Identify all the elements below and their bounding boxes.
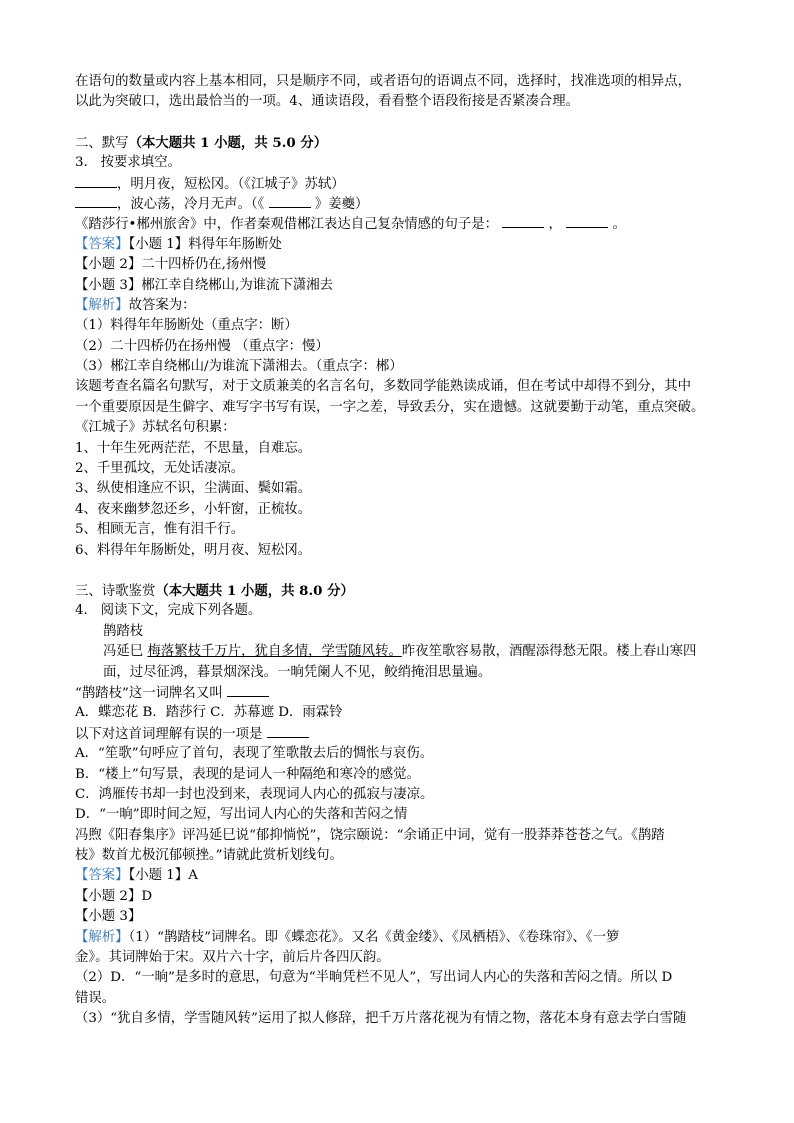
answer-blank[interactable] bbox=[75, 174, 117, 188]
document-page bbox=[75, 72, 745, 1030]
analysis-line: （2）D．“一晌”是多时的意思，句意为“半晌凭栏不见人”，写出词人内心的失落和苦闷之情。所以 D bbox=[75, 970, 673, 986]
answer-blank[interactable] bbox=[566, 214, 608, 228]
poem-author: 冯延巳 bbox=[103, 644, 144, 660]
analysis-line: （2）二十四桥仍在扬州慢 （重点字：慢） bbox=[75, 338, 329, 354]
analysis-line: 金》。其词牌始于宋。双片六十字，前后片各四仄韵。 bbox=[75, 950, 390, 966]
analysis-line: 错误。 bbox=[75, 990, 116, 1006]
option-line: B．“楼上”句写景，表现的是词人一种隔绝和寒冷的感觉。 bbox=[75, 766, 420, 782]
answer-line: 【小题 2】二十四桥仍在,扬州慢 bbox=[75, 257, 267, 273]
fill-line-1: ，明月夜，短松冈。（《江城子》苏轼） bbox=[75, 174, 745, 194]
answer-line: 【小题 3】郴江幸自绕郴山,为谁流下潇湘去 bbox=[75, 277, 334, 293]
answer-tag: 【答案】 bbox=[75, 868, 129, 884]
analysis-line: 【解析】故答案为： bbox=[75, 297, 196, 313]
analysis-line: 2、千里孤坟，无处话凄凉。 bbox=[75, 461, 245, 477]
section-heading-3: 三、诗歌鉴赏（本大题共 1 小题，共 8.0 分） bbox=[75, 582, 354, 599]
text-line: 以此为突破口，选出最恰当的一项。4、通读语段，看看整个语段衔接是否紧凑合理。 bbox=[75, 94, 579, 110]
analysis-line: （3）“犹自多情，学雪随风转”运用了拟人修辞，把千万片落花视为有情之物，落花本身有意去学白雪随 bbox=[75, 1011, 687, 1027]
poem-line: 面，过尽征鸿，暮景烟深浅。一晌凭阑人不见，鲛绡掩泪思量遍。 bbox=[103, 664, 492, 680]
poem-title: 鹊踏枝 bbox=[103, 623, 144, 639]
analysis-line: 3、纵使相逢应不识，尘满面、鬓如霜。 bbox=[75, 481, 312, 497]
fill-line-2: ，波心荡，冷月无声。（《 》姜夔） bbox=[75, 194, 745, 214]
option-line: C．鸿雁传书却一封也没到来，表现词人内心的孤寂与凄凉。 bbox=[75, 786, 434, 802]
answer-blank[interactable] bbox=[75, 194, 117, 208]
text-line: 在语句的数量或内容上基本相同，只是顺序不同，或者语句的语调点不同，选择时，找准选项的相异点， bbox=[75, 74, 691, 89]
analysis-line: （1）料得年年肠断处（重点字：断） bbox=[75, 318, 298, 334]
answer-tag: 【答案】 bbox=[75, 236, 129, 252]
analysis-line: 《江城子》苏轼名句积累： bbox=[75, 420, 236, 436]
answer-blank[interactable] bbox=[269, 194, 311, 208]
analysis-line: 1、十年生死两茫茫，不思量，自难忘。 bbox=[75, 440, 312, 456]
answer-blank[interactable] bbox=[502, 214, 544, 228]
sub-question-1-options: A．蝶恋花 B．踏莎行 C．苏幕遮 D．雨霖铃 bbox=[75, 705, 343, 721]
analysis-line: 【解析】（1）“鹊踏枝”词牌名。即《蝶恋花》。又名《黄金缕》、《凤栖梧》、《卷珠帘》、《一箩 bbox=[75, 929, 620, 945]
poem-line: 冯延巳 梅落繁枝千万片，犹自多情，学雪随风转。昨夜笙歌容易散，酒醒添得愁无限。楼上春山寒四 bbox=[103, 644, 697, 660]
analysis-line: 该题考查名篇名句默写，对于文质兼美的名言名句，多数同学能熟读成诵，但在考试中却得不到分，其中 bbox=[75, 379, 691, 395]
fill-line-3: 《踏莎行•郴州旅舍》中，作者秦观借郴江表达自己复杂情感的句子是： ， 。 bbox=[75, 214, 745, 234]
question-3: 3. 按要求填空。 bbox=[75, 155, 181, 171]
underlined-sentence: 梅落繁枝千万片，犹自多情，学雪随风转。 bbox=[147, 644, 402, 660]
analysis-line: 4、夜来幽梦忽还乡，小轩窗，正梳妆。 bbox=[75, 501, 312, 517]
answer-blank[interactable] bbox=[267, 724, 309, 738]
analysis-tag: 【解析】 bbox=[75, 929, 129, 945]
answer-line: 【小题 2】D bbox=[75, 888, 153, 904]
analysis-tag: 【解析】 bbox=[75, 297, 129, 313]
analysis-line: （3）郴江幸自绕郴山/为谁流下潇湘去。（重点字：郴） bbox=[75, 359, 403, 375]
question-4: 4. 阅读下文，完成下列各题。 bbox=[75, 603, 262, 619]
sub-question-1: “鹊踏枝”这一词牌名又叫 bbox=[75, 683, 745, 703]
answer-line: 【答案】【小题 1】A bbox=[75, 868, 198, 884]
answer-blank[interactable] bbox=[227, 683, 269, 697]
answer-line: 【小题 3】 bbox=[75, 909, 142, 925]
sub-question-3: 冯煦《阳春集序》评冯延巳说“郁抑惝悦”，饶宗颐说：“余诵正中词，觉有一股莽莽苍苍之气。《鹊踏 bbox=[75, 827, 665, 843]
sub-question-3: 枝》数首尤极沉郁顿挫。”请就此赏析划线句。 bbox=[75, 848, 343, 864]
analysis-line: 6、料得年年肠断处，明月夜、短松冈。 bbox=[75, 542, 312, 558]
analysis-line: 5、相顾无言，惟有泪千行。 bbox=[75, 522, 245, 538]
analysis-line: 一个重要原因是生僻字、难写字书写有误，一字之差，导致丢分，实在遗憾。这就要勤于动笔，重点突破。 bbox=[75, 399, 705, 415]
answer-line: 【答案】【小题 1】料得年年肠断处 bbox=[75, 236, 282, 252]
section-heading-2: 二、默写（本大题共 1 小题，共 5.0 分） bbox=[75, 134, 328, 151]
option-line: A．“笙歌”句呼应了首句，表现了笙歌散去后的惆怅与哀伤。 bbox=[75, 746, 434, 762]
option-line: D．“一晌”即时间之短，写出词人内心的失落和苦闷之情 bbox=[75, 807, 408, 823]
sub-question-2: 以下对这首词理解有误的一项是 bbox=[75, 724, 745, 744]
